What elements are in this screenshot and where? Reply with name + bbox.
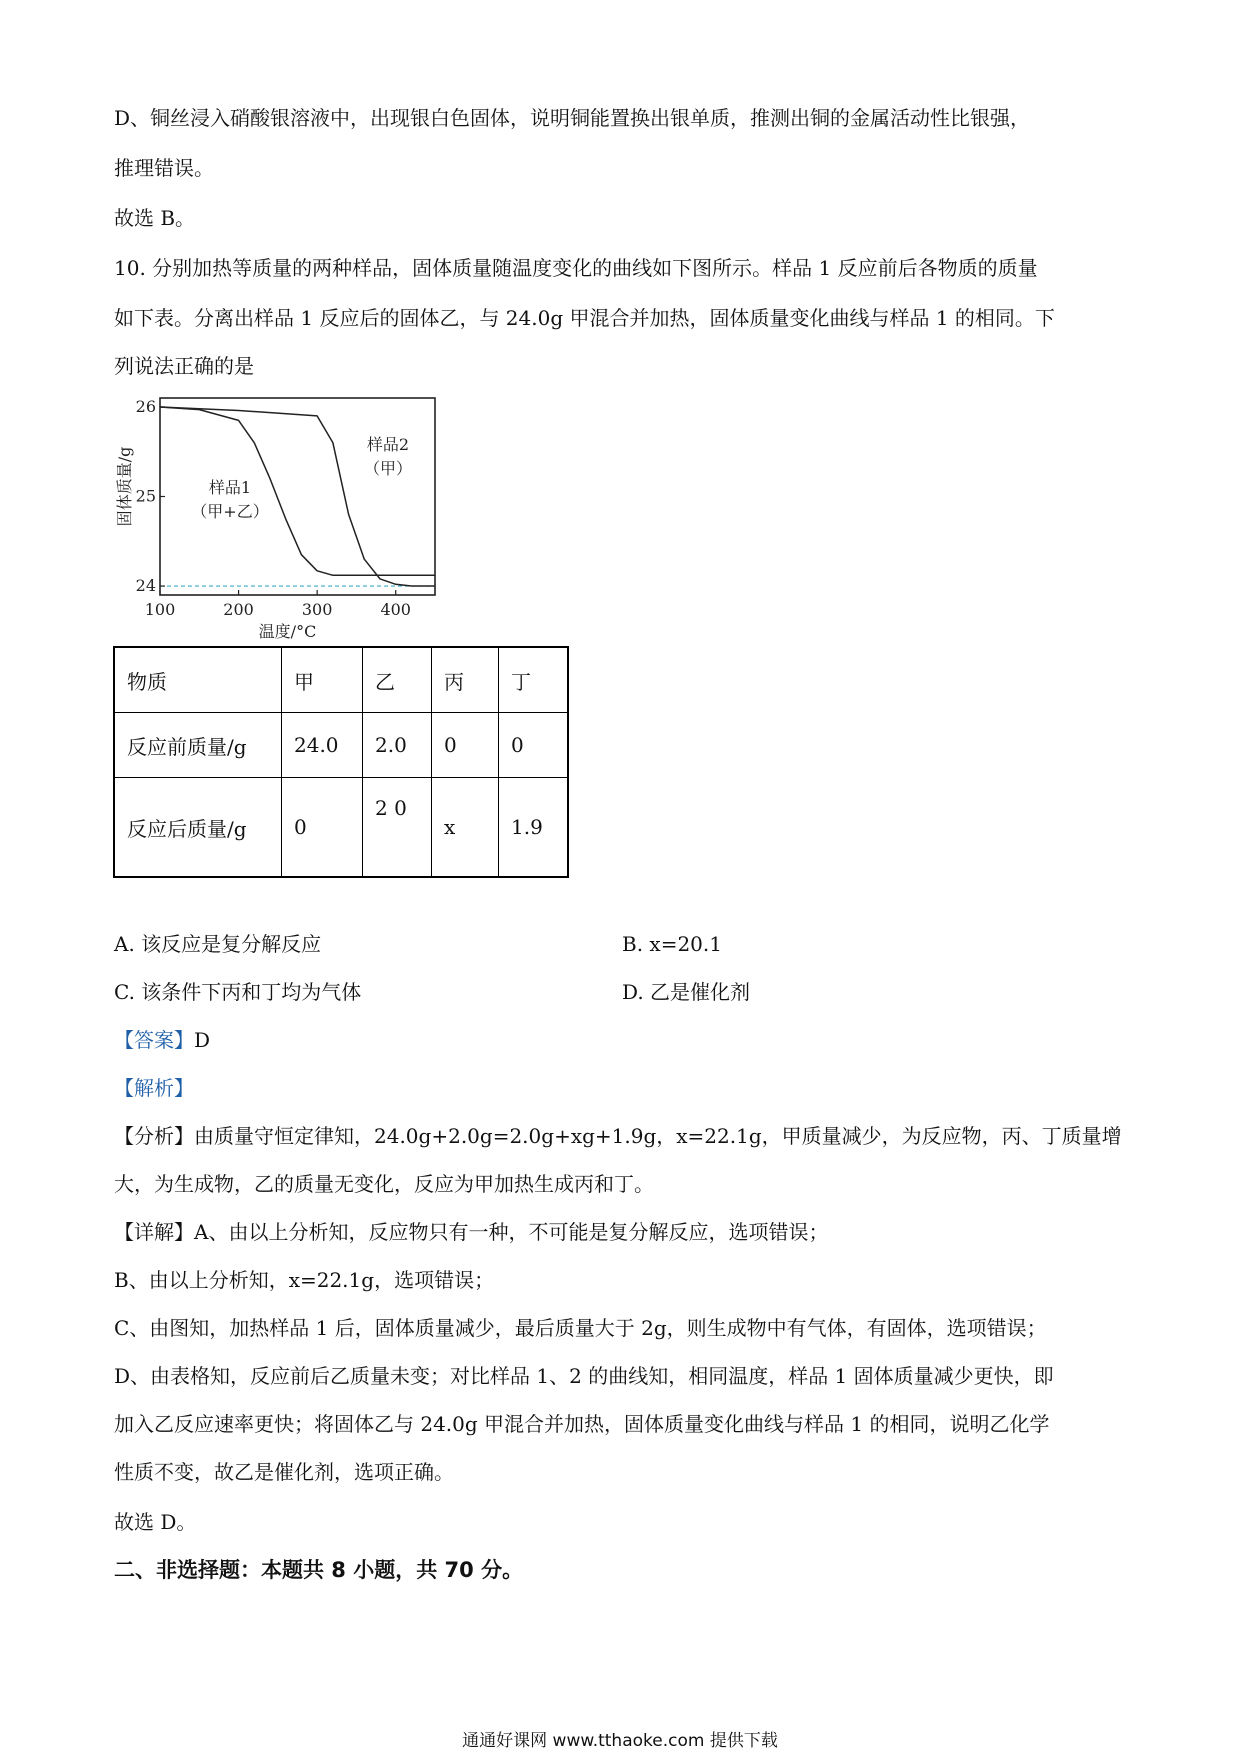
prev-explanation-line-1: D、铜丝浸入硝酸银溶液中，出现银白色固体，说明铜能置换出银单质，推测出铜的金属活动性比银强， [114,106,1031,130]
table-cell: 2.0 [363,713,432,778]
xiangjie-line-d3: 性质不变，故乙是催化剂，选项正确。 [114,1460,454,1484]
x-tick-label: 100 [144,600,176,619]
table-header-row [114,647,568,713]
xiangjie-line-b: B、由以上分析知，x=22.1g，选项错误； [114,1268,495,1292]
fenxi-label: 【分析】 [114,1124,194,1148]
prev-explanation-line-2: 推理错误。 [114,156,214,180]
y-tick-label: 24 [135,576,156,596]
fenxi-text-1: 由质量守恒定律知，24.0g+2.0g=2.0g+xg+1.9g，x=22.1g，甲质量减少，为反应物，丙、丁质量增 [194,1124,1122,1148]
x-axis-label: 温度/°C [258,622,317,640]
table-cell: 2 0 [363,778,432,878]
table-cell: 1.9 [499,778,569,878]
fenxi-line-2: 大，为生成物，乙的质量无变化，反应为甲加热生成丙和丁。 [114,1172,654,1196]
series-line-1 [160,407,435,575]
table-cell: 反应后质量/g [114,778,282,878]
question-line-1: 10. 分别加热等质量的两种样品，固体质量随温度变化的曲线如下图所示。样品 1 反应前后各物质的质量 [114,256,1038,280]
mass-table [113,646,569,878]
series-line-2 [160,407,435,586]
series-annotation-2: （甲） [363,459,413,478]
series-label-2: 样品2 [366,435,410,454]
table-cell: 24.0 [282,713,363,778]
mass-temperature-chart [100,390,450,640]
series-label-1: 样品1 [208,478,252,497]
table-row [114,713,568,778]
table-row [114,778,568,878]
table-cell: x [432,778,499,878]
option-b: B. x=20.1 [622,932,722,956]
section-title: 二、非选择题：本题共 8 小题，共 70 分。 [114,1558,524,1582]
table-cell: 0 [499,713,569,778]
y-tick-label: 25 [135,486,156,506]
y-axis-label: 固体质量/g [115,446,134,527]
xiangjie-label: 【详解】 [114,1220,194,1244]
x-tick-label: 400 [380,600,411,619]
xiangjie-line-c: C、由图知，加热样品 1 后，固体质量减少，最后质量大于 2g，则生成物中有气体，有固体，选项错误； [114,1316,1047,1340]
table-header-cell: 物质 [114,647,282,713]
answer-value: D [194,1028,211,1052]
answer-label: 【答案】 [114,1028,194,1052]
table-header-cell: 甲 [282,647,363,713]
analysis-label [114,1074,194,1102]
x-tick-label: 200 [223,600,254,619]
fenxi-line-1 [114,1122,1122,1150]
xiangjie-line-d1: D、由表格知，反应前后乙质量未变；对比样品 1、2 的曲线知，相同温度，样品 1 固体质量减少更快，即 [114,1364,1054,1388]
option-c: C. 该条件下丙和丁均为气体 [114,980,362,1004]
table-cell: 反应前质量/g [114,713,282,778]
xiangjie-line-a [114,1218,828,1246]
option-d: D. 乙是催化剂 [622,980,751,1004]
y-tick-label: 26 [135,396,156,416]
table-cell: 0 [432,713,499,778]
final-choice: 故选 D。 [114,1510,197,1534]
plot-frame [160,398,435,595]
table-header-cell: 丁 [499,647,569,713]
prev-answer-choice: 故选 B。 [114,206,196,230]
table-header-cell: 乙 [363,647,432,713]
analysis-tag: 【解析】 [114,1076,194,1100]
xiangjie-text-a: A、由以上分析知，反应物只有一种，不可能是复分解反应，选项错误； [194,1220,829,1244]
xiangjie-line-d2: 加入乙反应速率更快；将固体乙与 24.0g 甲混合并加热，固体质量变化曲线与样品 1 的相同，说明乙化学 [114,1412,1050,1436]
question-line-3: 列说法正确的是 [114,354,254,378]
option-a: A. 该反应是复分解反应 [114,932,322,956]
footer-source: 通通好课网 www.tthaoke.com 提供下载 [462,1731,778,1751]
table-cell: 0 [282,778,363,878]
question-line-2: 如下表。分离出样品 1 反应后的固体乙，与 24.0g 甲混合并加热，固体质量变化曲线与样品 1 的相同。下 [114,306,1055,330]
answer-line [114,1026,210,1054]
x-tick-label: 300 [301,600,333,619]
series-annotation-1: （甲+乙） [191,502,269,521]
table-header-cell: 丙 [432,647,499,713]
